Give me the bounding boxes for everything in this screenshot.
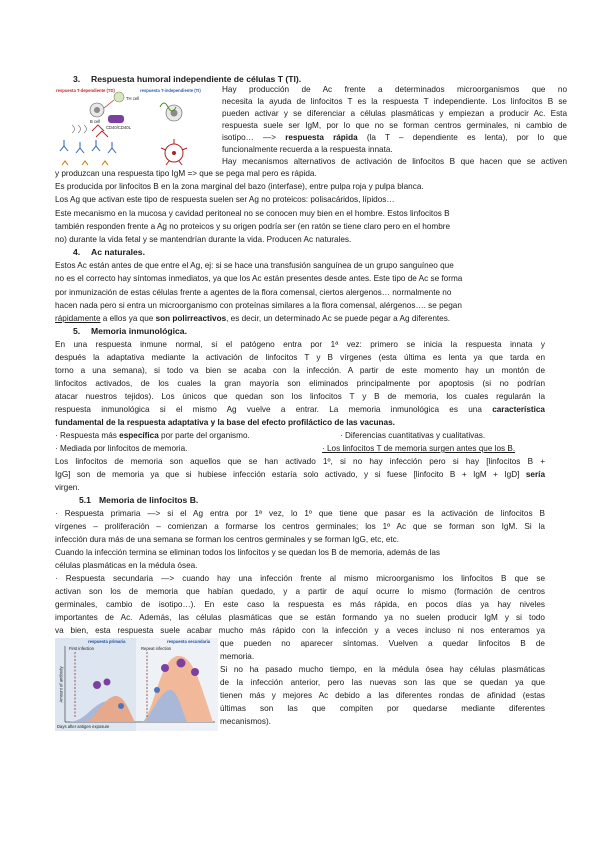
s5-igd-line [55,469,545,480]
y-axis-label: Amount of antibody [58,666,64,703]
s5-bold-line: fundamental de la respuesta adaptativa y la base del efecto profiláctico de las vacunas. [55,418,395,427]
s4-line-5-post: , es decir, un determinado Ac se puede pegar a Ag diferentes. [226,314,451,323]
s51-line-5: células plasmáticas en la médula ósea. [55,561,198,570]
td-ti-response-figure [52,85,222,170]
s4-line-2: no es el correcto hay síntomas inmediatos, ya que los Ac están presentes desde antes. Este tipo de Ac se forma [55,274,463,283]
isotype-pre: isotipo… —> [222,133,286,142]
cd40-label: CD40/CD40L [106,125,131,130]
secondary-label: respuesta secundaria [167,639,211,644]
s4-line-3: por inmunización de estas células frente a agentes de la flora comensal, ciertos alergenos… normalmente no [55,288,452,297]
b-cell-label: B cell [90,119,101,124]
s5-bullet-1-left [55,430,250,441]
s5-tail-line-2: virgen. [55,483,80,492]
section-5-heading [73,326,187,337]
s3-line-2: y produzcan una respuesta tipo IgM => que se pega mal pero es rápida. [55,169,317,178]
s51-line-2: vírgenes – proliferación – comienzan a formarse los centros germinales; los 1º Ac que se forman son IgM. Si la [55,522,545,531]
s5-line-6 [55,404,545,415]
s4-line-5 [55,313,450,324]
s4-line-1: Estos Ac están antes de que entre el Ag, ej: si se hace una transfusión sanguínea de un grupo sanguíneo que [55,261,454,270]
section-number: 3. [73,74,81,84]
s5-bullet-2-right: · Los linfocitos T de memoria surgen antes que los B. [322,444,516,453]
s51-right-line-4: de la infección anterior, pero las nuevas son las que se quedan ya que [220,678,545,687]
s5-line-2: después la adaptativa mediante la activación de linfocitos T y B vírgenes (esta última es lenta ya que tarda en [55,353,545,362]
section-number: 4. [73,247,81,257]
section-title: Respuesta humoral independiente de células T (TI). [91,74,302,84]
bullet-1-post: por parte del organismo. [158,431,250,440]
s51-line-8: germinales, cambio de isotipo…). En este caso la respuesta es más rápida, en pocos días ya hay niveles [55,600,545,609]
section-title: Ac naturales. [91,247,145,257]
caracteristica-bold: característica [492,405,545,414]
s5-line-6-pre: respuesta inmunológica si el mismo Ag vuelve a entrar. La memoria inmunológica es una [55,405,493,414]
s51-line-4: Cuando la infección termina se eliminan todos los linfocitos y se quedan los B de memoria, además de las [55,548,441,557]
repeat-infection-label: Repeat infection [141,646,172,651]
s3-right-line-3: pueden activar y se diferenciar a células plasmáticas y empiezan a producir Ac. Esta [222,109,567,118]
isotype-bold: respuesta rápida [285,133,358,142]
seria-bold: sería [525,470,545,479]
s5-tail-line-1: Los linfocitos de memoria son aquellos que se han activado 1º, si no hay infección pero si hay [linfocitos B + [55,457,545,466]
s3-right-line-1: Hay producción de Ac frente a determinados microorganismos que no [222,85,567,94]
s51-right-line-7: mecanismos). [220,717,271,726]
x-axis-label: Days after antigen exposure [57,724,110,729]
s3-isotype-line [222,132,567,143]
th-cell-label: TH cell [126,96,140,101]
section-title: Memoria inmunológica. [91,326,187,336]
s51-line-10: va bien, esta respuesta suele acabar mucho más rápido con la infección y a veces incluso ni nos enteramos ya [55,626,545,635]
s51-right-line-2: memoria. [220,652,255,661]
s51-right-line-6: últimas son las que compiten por quedarse mediante diferentes [220,704,545,713]
section-title: Memoria de linfocitos B. [99,495,199,505]
especifica-bold: específica [119,431,159,440]
s3-right-line-5: funcionalmente recuerda a la respuesta innata. [222,145,393,154]
s5-bullet-2-left: · Mediada por linfocitos de memoria. [55,444,188,453]
s5-line-1: En una respuesta inmune normal, si el patógeno entra por 1ª vez: primero se inicia la respuesta innata y [55,340,545,349]
s5-line-5: atacar nuestros tejidos). Los únicos que quedan son los linfocitos T y B de memoria, los cuales regularán la [55,392,545,401]
section-5-1-heading [79,495,198,506]
s3-line-1: Hay mecanismos alternativos de activación de linfocitos B que hacen que se activen [222,157,567,166]
s3-right-line-4: respuesta suele ser IgM, por lo que no se forman centros germinales, ni cambio de [222,121,567,130]
s3-line-4: Los Ag que activan este tipo de respuesta suelen ser Ag no proteicos: polisacáridos, lípidos… [55,195,395,204]
s5-line-4: linfocitos activados, de los cuales la gran mayoría son eliminados principalmente por apoptosis (si no podrían [55,379,545,388]
rapidamente-underlined: rápidamente [55,314,101,323]
first-infection-label: First infection [69,646,94,651]
s51-right-line-5: tienen más y mejores Ac debido a las diferentes rondas de afinidad (estas [220,691,545,700]
cd40-complex [108,115,124,123]
s3-line-6: también responden frente a Ag no proteicos y su origen podría ser (en ratón se tiene claro pero en el hombre [55,222,451,231]
s51-line-1: · Respuesta primaria —> si el Ag entra por 1ª vez, lo 1º que tiene que pasar es la activación de linfocitos B [55,509,545,518]
igd-line-pre: IgG] son de memoria ya que si hubiese infección estaría solo activado, y si fuese [linfocito B + IgM + IgD] [55,470,526,479]
s4-line-5-mid: a ellos ya que [100,314,156,323]
antibody-response-graph [55,638,218,731]
th-cell-shape [114,92,124,102]
primary-secondary-response-figure [55,638,218,731]
isotype-post: (la T – dependiente es lenta), por lo que [357,133,567,142]
s4-line-4: hacen nada pero si entra un microorganismo con proteínas similares a la flora comensal, alérgenos…. se pegan [55,301,462,310]
s51-right-line-1: que pueden no aparecer síntomas. Vuelven a quedar linfocitos B de [220,639,545,648]
s51-line-3: infección dura más de una semana se forman los centros germinales y se forman IgG, etc, etc. [55,535,400,544]
s3-line-3: Es producida por linfocitos B en la zona marginal del bazo (interfase), entre pulpa roja y pulpa blanca. [55,182,424,191]
s5-line-3: torno a una semana), si todo va bien se acaba con la infección. A partir de este momento hay un montón de [55,366,545,375]
section-number: 5. [73,326,81,336]
s51-right-line-3: Si no ha pasado mucho tiempo, en la médula ósea hay células plasmáticas [220,665,545,674]
s51-line-9: importantes de Ac. Además, las células plasmáticas que se están formando ya no suelen producir IgM y si todo [55,613,545,622]
s5-bullet-1-right: · Diferencias cuantitativas y cualitativas. [340,431,486,440]
primary-label: respuesta primaria [88,639,126,644]
bullet-1-pre: · Respuesta más [55,431,120,440]
s3-line-5: Este mecanismo en la mucosa y cavidad peritoneal no se conocen muy bien en el hombre. Estos linfocitos B [55,209,450,218]
section-number: 5.1 [79,495,91,505]
section-4-heading [73,247,145,258]
ti-label: respuesta T-independiente (TI) [140,88,201,93]
s3-line-7: no) durante la vida fetal y se mantendrían durante la vida. Producen Ac naturales. [55,235,352,244]
s51-line-7: activan son los de memoria que habían quedado, y a partir de aquí ocurre lo mismo (formación de centros [55,587,545,596]
polirreactivos-bold: son polirreactivos [155,314,227,323]
s51-line-6: · Respuesta secundaria —> cuando hay una infección frente al mismo microorganismo los linfocitos B que se [55,574,545,583]
s3-right-line-2: necesita la ayuda de linfocitos T es la respuesta T independiente. Los linfocitos B se [222,97,567,106]
td-label: respuesta T-dependiente (TD) [56,88,115,93]
